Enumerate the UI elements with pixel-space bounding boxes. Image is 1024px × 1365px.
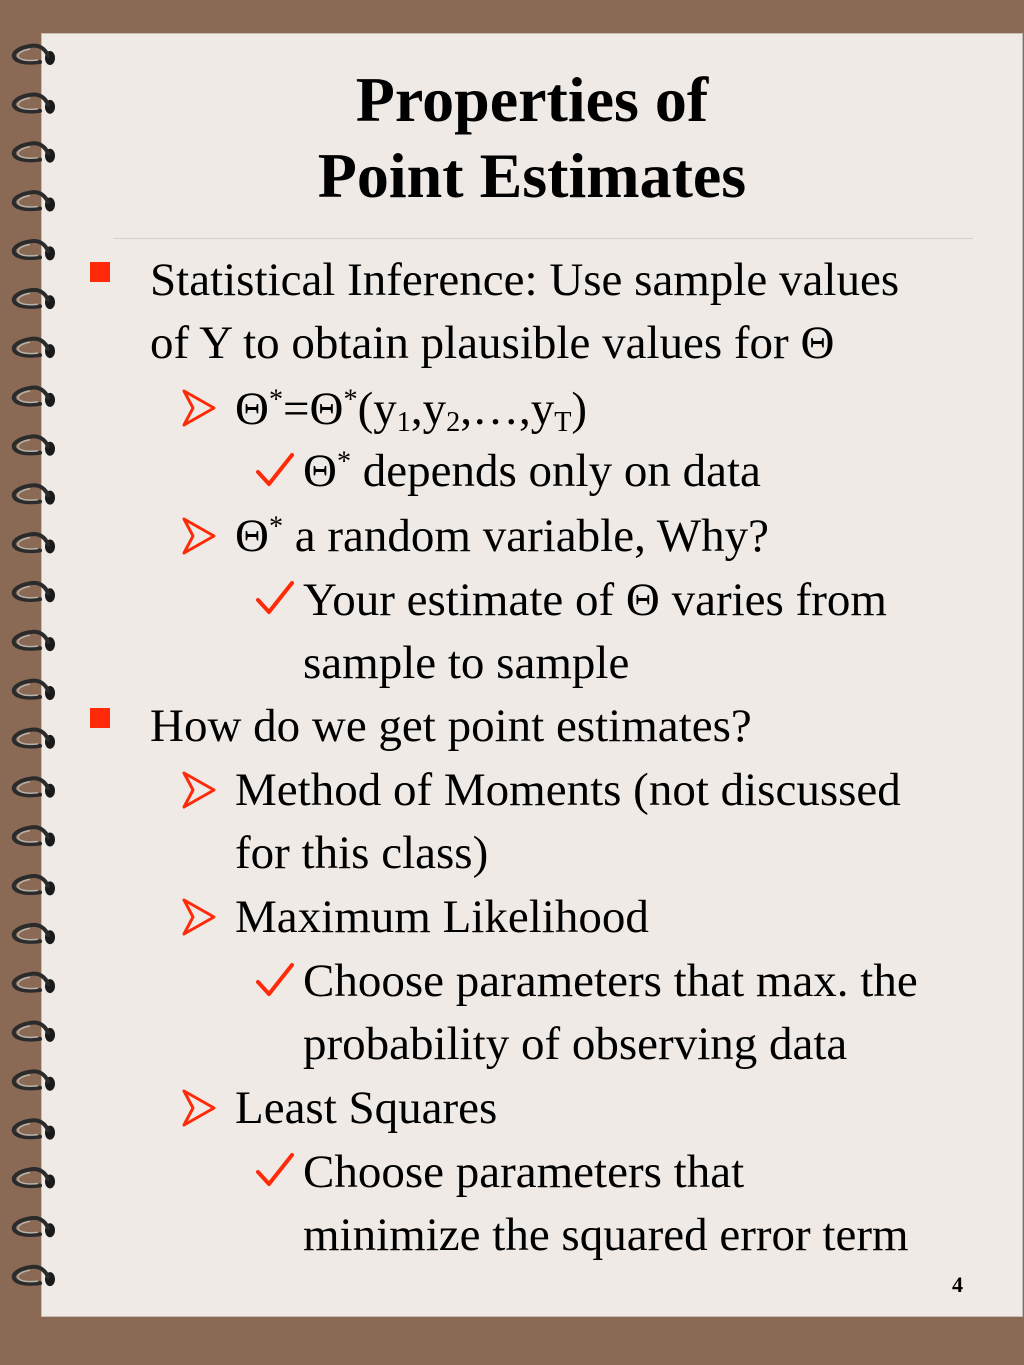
close-paren: ) xyxy=(571,383,588,435)
ellipsis-y: ,…,y xyxy=(460,383,555,435)
spiral-ring-icon xyxy=(14,388,55,407)
star-superscript: * xyxy=(268,384,284,416)
bullet-statistical-inference-line1: Statistical Inference: Use sample values xyxy=(150,254,900,306)
spiral-ring-icon xyxy=(14,729,55,748)
bullet-depends-only-on-data xyxy=(303,443,761,499)
open-paren-y: (y xyxy=(357,383,397,435)
red-square-bullet-icon xyxy=(90,708,110,728)
red-checkmark-bullet-icon xyxy=(255,578,295,618)
bullet-method-of-moments-line1: Method of Moments (not discussed xyxy=(235,764,901,816)
red-arrowhead-bullet-icon xyxy=(180,897,220,937)
spiral-ring-icon xyxy=(14,1120,55,1139)
bullet-method-of-moments-line2: for this class) xyxy=(235,827,489,879)
title-line-2: Point Estimates xyxy=(317,140,747,211)
theta-symbol: Θ xyxy=(235,383,269,435)
red-checkmark-bullet-icon xyxy=(255,960,295,1000)
title-line-1: Properties of xyxy=(355,64,709,135)
spiral-ring-icon xyxy=(14,1023,55,1042)
bullet-estimate-varies-line2: sample to sample xyxy=(303,637,630,689)
spiral-ring-icon xyxy=(14,485,55,504)
spiral-ring-icon xyxy=(14,827,55,846)
spiral-ring-icon xyxy=(14,876,55,895)
subscript-2: 2 xyxy=(446,407,461,439)
bullet-how-get-estimates: How do we get point estimates? xyxy=(150,700,752,752)
bullet-ls-description-line1: Choose parameters that xyxy=(303,1146,745,1198)
red-square-bullet-icon xyxy=(90,262,110,282)
spiral-ring-icon xyxy=(14,681,55,700)
spiral-ring-icon xyxy=(14,974,55,993)
spiral-ring-icon xyxy=(14,925,55,944)
bullet-statistical-inference-line2: of Y to obtain plausible values for Θ xyxy=(150,317,835,369)
bullet-theta-star-definition xyxy=(235,381,587,437)
bullet-maximum-likelihood: Maximum Likelihood xyxy=(235,891,649,943)
theta-symbol: Θ xyxy=(235,510,269,562)
subscript-t: T xyxy=(554,407,572,439)
spiral-ring-icon xyxy=(14,1071,55,1090)
spiral-ring-icon xyxy=(14,1169,55,1188)
spiral-ring-icon xyxy=(14,583,55,602)
spiral-ring-icon xyxy=(14,436,55,455)
red-arrowhead-bullet-icon xyxy=(180,1088,220,1128)
star-superscript: * xyxy=(336,446,352,478)
spiral-ring-icon xyxy=(14,632,55,651)
bullet-ls-description-line2: minimize the squared error term xyxy=(303,1209,909,1261)
red-arrowhead-bullet-icon xyxy=(180,516,220,556)
bullet-ml-description-line1: Choose parameters that max. the xyxy=(303,955,918,1007)
page-number: 4 xyxy=(952,1272,963,1297)
spiral-ring-icon xyxy=(14,534,55,553)
spiral-ring-icon xyxy=(14,778,55,797)
title-divider xyxy=(113,238,973,239)
equals-theta: =Θ xyxy=(283,383,344,435)
spiral-ring-icon xyxy=(14,290,55,309)
bullet-least-squares: Least Squares xyxy=(235,1082,498,1134)
red-arrowhead-bullet-icon xyxy=(180,770,220,810)
star-superscript: * xyxy=(268,511,284,543)
spiral-ring-icon xyxy=(14,339,55,358)
bullet-estimate-varies-line1: Your estimate of Θ varies from xyxy=(303,574,887,626)
red-checkmark-bullet-icon xyxy=(255,1150,295,1190)
random-variable-text: a random variable, Why? xyxy=(283,510,769,562)
theta-symbol: Θ xyxy=(303,445,337,497)
bullet-ml-description-line2: probability of observing data xyxy=(303,1018,848,1070)
slide-title xyxy=(42,62,1022,214)
depends-text: depends only on data xyxy=(351,445,761,497)
comma-y: ,y xyxy=(410,383,447,435)
red-arrowhead-bullet-icon xyxy=(180,388,220,428)
spiral-ring-icon xyxy=(14,1267,55,1286)
spiral-ring-icon xyxy=(14,1218,55,1237)
spiral-ring-icon xyxy=(14,241,55,260)
spiral-binding-icon xyxy=(0,34,70,1324)
red-checkmark-bullet-icon xyxy=(255,450,295,490)
subscript-1: 1 xyxy=(396,407,411,439)
star-superscript: * xyxy=(343,384,358,416)
bullet-random-variable xyxy=(235,508,769,564)
